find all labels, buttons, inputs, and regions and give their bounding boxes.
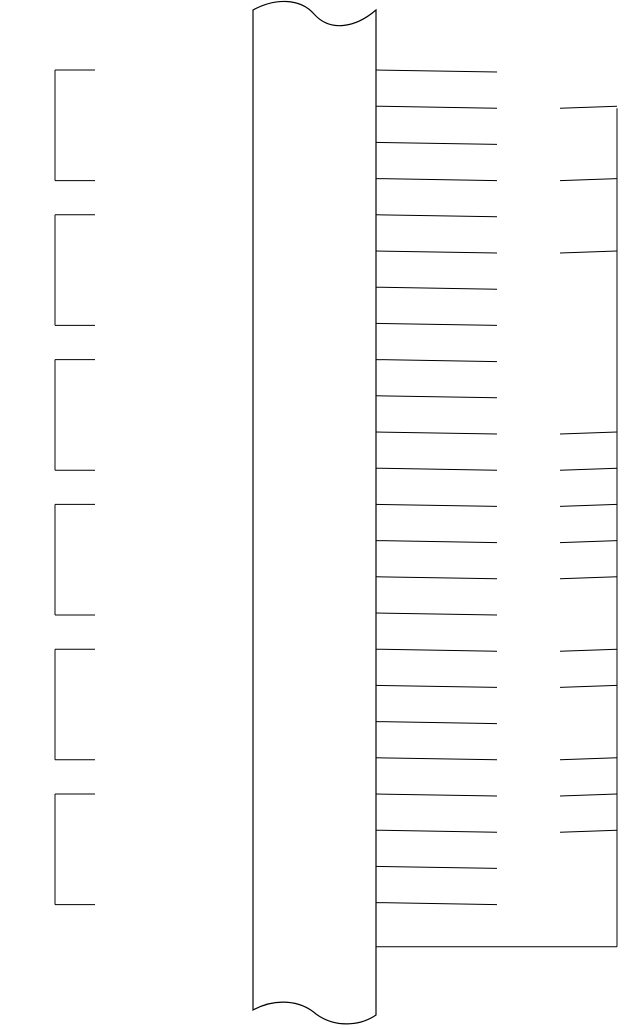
signal-line xyxy=(376,215,497,217)
connector-strip xyxy=(253,1,376,1023)
signal-line xyxy=(376,903,497,905)
signal-line xyxy=(376,830,497,832)
signal-line xyxy=(376,649,497,651)
signal-line xyxy=(376,685,497,687)
signal-line xyxy=(376,287,497,289)
signal-line xyxy=(376,70,497,72)
signal-line xyxy=(376,758,497,760)
signal-line xyxy=(376,794,497,796)
common-stub-line xyxy=(560,541,617,543)
signal-line xyxy=(376,432,497,434)
signal-line xyxy=(376,142,497,144)
signal-line xyxy=(376,613,497,615)
signal-line xyxy=(376,541,497,543)
signal-line xyxy=(376,323,497,325)
common-stub-line xyxy=(560,251,617,253)
signal-line xyxy=(376,360,497,362)
signal-line xyxy=(376,722,497,724)
signal-line xyxy=(376,106,497,108)
common-stub-line xyxy=(560,649,617,651)
common-stub-line xyxy=(560,577,617,579)
signal-line xyxy=(376,866,497,868)
signal-line xyxy=(376,504,497,506)
common-stub-line xyxy=(560,794,617,796)
signal-line xyxy=(376,179,497,181)
common-stub-line xyxy=(560,106,617,108)
signal-line xyxy=(376,251,497,253)
common-stub-line xyxy=(560,758,617,760)
signal-line xyxy=(376,396,497,398)
common-stub-line xyxy=(560,685,617,687)
common-stub-line xyxy=(560,504,617,506)
signal-line xyxy=(376,468,497,470)
common-stub-line xyxy=(560,179,617,181)
common-stub-line xyxy=(560,432,617,434)
common-stub-line xyxy=(560,468,617,470)
signal-line xyxy=(376,577,497,579)
common-stub-line xyxy=(560,830,617,832)
